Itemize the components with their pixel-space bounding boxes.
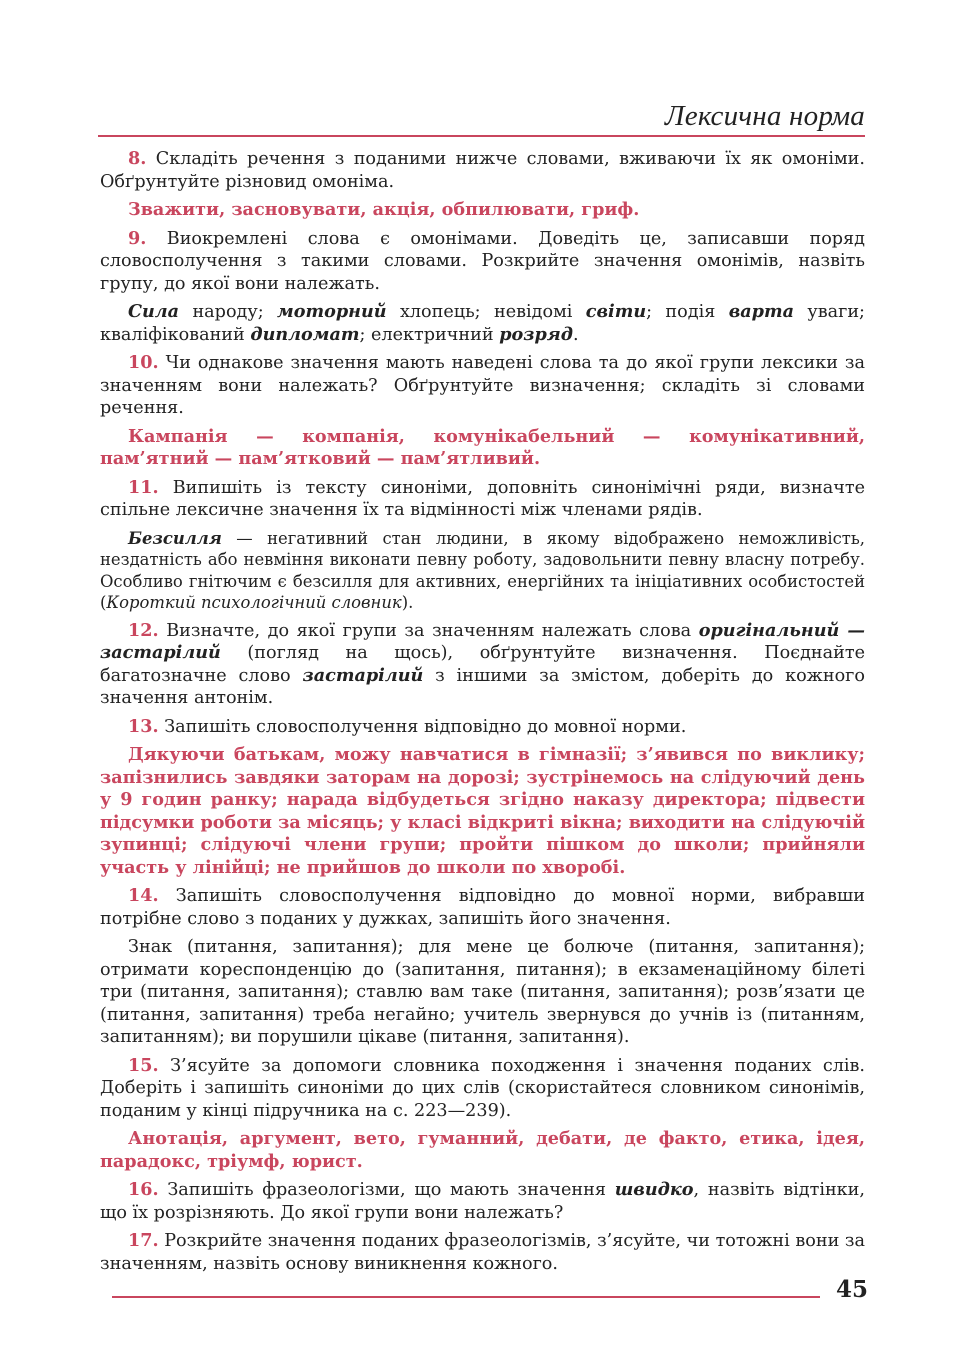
exercise-9 [100,228,865,296]
highlight-word: застарілий [302,664,424,686]
highlight-word: світи [585,301,647,322]
exercise-number: 10. [128,352,159,373]
exercise-15-words: Анотація, аргумент, вето, гуманний, дебати, де факто, етика, ідея, парадокс, тріумф, юрист. [100,1128,865,1172]
text-fragment: (погляд на щось), обґрунтуйте визначення. Поєднайте багатозначне слово [100,643,865,686]
text-fragment: , назвіть відтінки, що їх розрізняють. До якої групи вони належать? [100,1180,865,1223]
text-fragment: хлопець; невідомі [386,302,586,322]
exercise-number: 9. [128,227,147,249]
exercise-number: 17. [128,1230,159,1251]
exercise-text: Складіть речення з поданими нижче словами, вживаючи їх як омоніми. Обґрунтуйте різновид омоніма. [100,149,865,192]
highlight-word: дипломат [250,323,360,345]
exercise-11 [100,477,865,522]
text-fragment: Визначте, до якої групи за значенням належать слова [166,620,699,641]
highlight-word: оригінальний — застарілий [100,619,865,663]
running-header: Лексична норма [664,100,865,132]
quote-end: ). [401,593,414,612]
exercise-16 [100,1179,865,1224]
exercise-14-phrases: Знак (питання, запитання); для мене це болюче (питання, запитання); отримати кореспонденцію до (запитання, питання); в екзаменаційному білеті три (питання, запитання); ставлю вам таке (питання, запитання); розв’язати це (питання, запитання) треба негайно; учитель звернувся до учнів із (питанням, запитанням); ви порушили цікаве (питання, запитання). [100,937,865,1047]
exercise-text: Виокремлені слова є омонімами. Доведіть це, записавши поряд словосполучення з такими словами. Розкрийте значення омонімів, назвіть групу, до якої вони належать. [100,228,865,294]
text-fragment: ; електричний [359,324,500,345]
text-fragment: . [573,324,579,345]
quote-text: — негативний стан людини, в якому відображено неможливість, нездатність або невміння виконати певну роботу, задовольнити певну власну потребу. Особливо гнітючим є безсилля для активних, енергійних та ініціативних особистостей ( [100,528,865,612]
quote-source: Короткий психологічний словник [106,593,402,612]
exercise-text: Випишіть із тексту синоніми, доповніть синонімічні ряди, визначте спільне лексичне значення їх та відмінності між членами рядів. [100,477,865,520]
highlight-word: варта [728,301,794,322]
exercise-text: Розкрийте значення поданих фразеологізмів, з’ясуйте, чи тотожні вони за значенням, назвіть основу виникнення кожного. [100,1231,866,1274]
exercise-number: 15. [128,1054,159,1076]
text-fragment: уваги; кваліфікований [100,302,865,345]
quote-term: Безсилля [128,528,222,548]
exercise-17 [100,1230,865,1275]
exercise-text: З’ясуйте за допомоги словника походження і значення поданих слів. Доберіть і запишіть синоніми до цих слів (скористайтеся словником синонімів, поданим у кінці підручника на с. 223—239). [100,1055,865,1121]
text-fragment: Запишіть фразеологізми, що мають значення [167,1180,615,1200]
exercise-14 [100,885,865,930]
exercise-12 [100,620,865,710]
exercise-number: 8. [128,148,147,169]
exercise-13 [100,716,865,739]
exercise-text: Запишіть словосполучення відповідно до мовної норми. [164,716,687,737]
text-fragment: ; подія [646,302,729,322]
exercise-8-words: Зважити, засновувати, акція, обпилювати, гриф. [128,199,640,220]
exercise-number: 11. [128,476,159,498]
footer-divider [112,1296,820,1298]
exercise-10 [100,352,865,420]
header-divider [98,135,865,137]
highlight-word: розряд [499,323,573,345]
exercise-11-quote [100,528,865,614]
highlight-word: швидко [614,1179,694,1200]
exercise-15 [100,1055,865,1123]
exercise-8 [100,148,865,193]
exercise-number: 13. [128,715,159,737]
exercise-number: 14. [128,885,159,906]
exercise-10-words: Кампанія — компанія, комунікабельний — комунікативний, пам’ятний — пам’ятковий — пам’ятливий. [100,425,865,469]
exercise-number: 12. [128,619,159,641]
exercise-text: Запишіть словосполучення відповідно до мовної норми, вибравши потрібне слово з поданих у дужках, запишіть його значення. [100,886,865,929]
exercise-text: Чи однакове значення мають наведені слова та до якої групи лексики за значенням вони належать? Обґрунтуйте визначення; складіть зі словами речення. [100,353,866,418]
exercise-9-sentences [100,301,865,346]
text-fragment: народу; [179,302,278,322]
page-content [100,148,865,1281]
highlight-word: моторний [277,301,387,322]
exercise-number: 16. [128,1179,159,1200]
highlight-word: Сила [128,301,180,322]
exercise-13-words: Дякуючи батькам, можу навчатися в гімназії; з’явився по виклику; запізнились завдяки заторам на дорозі; зустрінемось на слідуючий день у 9 годин ранку; нарада відбудеться згідно наказу директора; підвести підсумки роботи за місяць; у класі відкриті вікна; виходити на слідуючій зупинці; слідуючі члени групи; пройти пішком до школи; прийняли участь у лінійці; не прийшов до школи по хворобі. [100,744,865,878]
text-fragment: з іншими за змістом, доберіть до кожного значення антонім. [100,665,865,708]
page-number: 45 [836,1276,869,1303]
